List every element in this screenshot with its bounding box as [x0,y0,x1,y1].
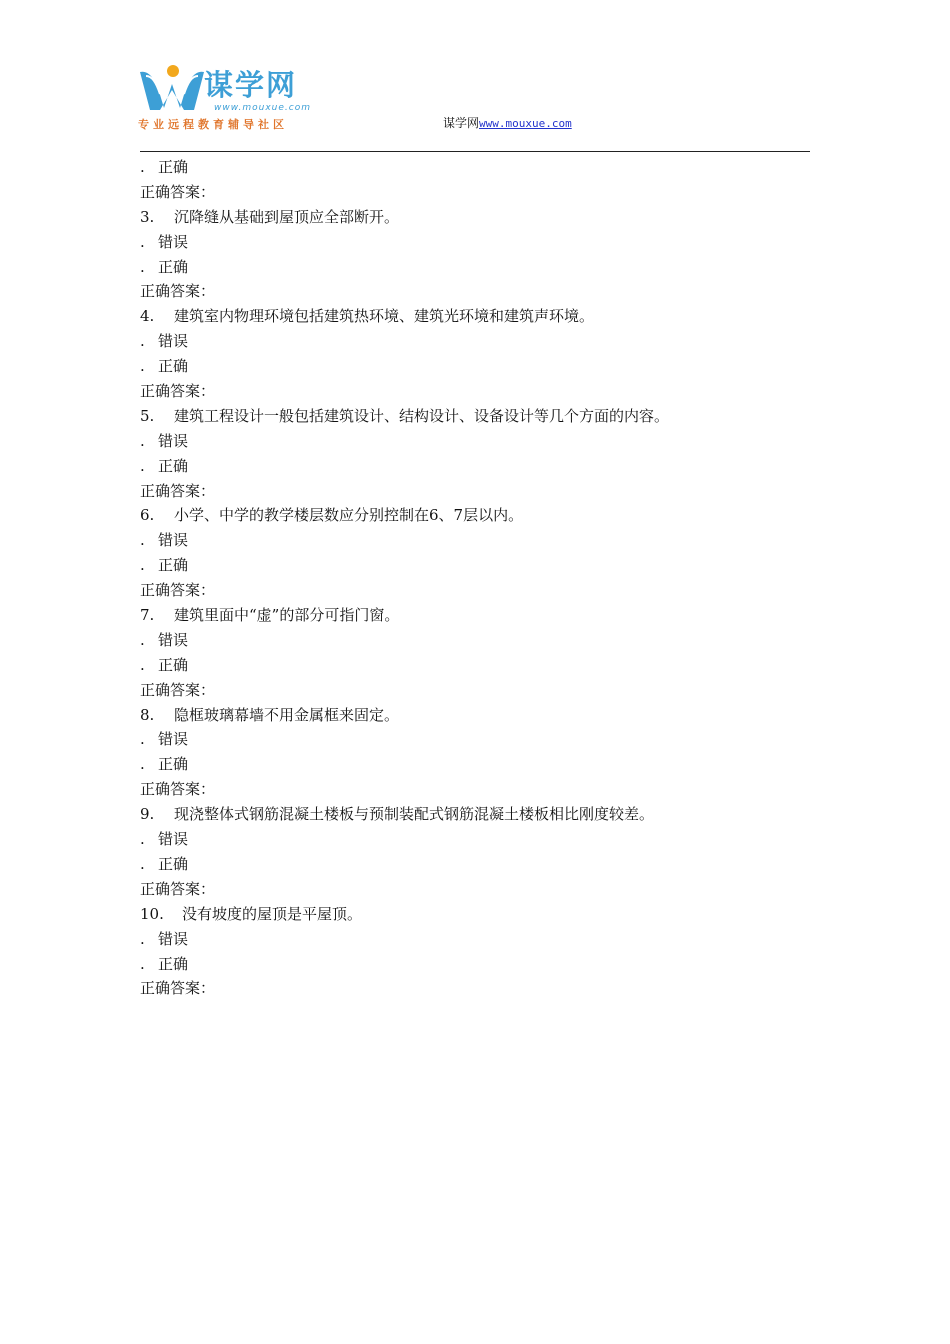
question-number: 4. [140,307,155,326]
option-marker: . [140,830,145,849]
answer-label: 正确答案： [140,979,216,998]
option-item [140,255,820,280]
question-text: 现浇整体式钢筋混凝土楼板与预制装配式钢筋混凝土楼板相比刚度较差。 [174,805,655,824]
option-label: 正确 [158,456,189,475]
option-item [140,653,820,678]
option-label: 错误 [158,431,189,450]
answer-label: 正确答案： [140,282,216,301]
logo-emblem-icon [138,64,204,114]
answer-label: 正确答案： [140,481,216,500]
answer-label: 正确答案： [140,879,216,898]
option-label: 正确 [158,854,189,873]
answer-label: 正确答案： [140,182,216,201]
option-label: 错误 [158,730,189,749]
question-number: 7. [140,606,155,625]
question-text-line [140,503,820,528]
option-label: 错误 [158,929,189,948]
option-marker: . [140,456,145,475]
option-label: 正确 [158,954,189,973]
site-name: 谋学网 [443,116,480,130]
option-label: 错误 [158,232,189,251]
option-marker: . [140,954,145,973]
option-item [140,155,820,180]
option-marker: . [140,257,145,276]
answer-label: 正确答案： [140,382,216,401]
question-text-line [140,703,820,728]
option-marker: . [140,755,145,774]
question-number: 5. [140,406,155,425]
site-info [443,116,572,131]
option-marker: . [140,332,145,351]
option-marker: . [140,655,145,674]
mouxue-logo [138,64,338,136]
option-item [140,230,820,255]
page-header [0,0,950,152]
answer-label: 正确答案： [140,680,216,699]
question-text-line [140,802,820,827]
option-marker: . [140,232,145,251]
question-text: 没有坡度的屋顶是平屋顶。 [182,904,363,923]
option-label: 正确 [158,357,189,376]
question-number: 9. [140,805,155,824]
option-label: 错误 [158,630,189,649]
option-marker: . [140,158,145,176]
question-text: 建筑室内物理环境包括建筑热环境、建筑光环境和建筑声环境。 [174,307,595,326]
option-label: 错误 [158,830,189,849]
question-number: 8. [140,705,155,724]
question-number: 6. [140,506,155,525]
option-label: 正确 [158,755,189,774]
option-item [140,628,820,653]
option-label: 错误 [158,332,189,351]
option-label: 正确 [158,556,189,575]
option-marker: . [140,531,145,550]
option-item [140,927,820,952]
option-label: 正确 [158,257,189,276]
option-item [140,528,820,553]
option-marker: . [140,854,145,873]
option-item [140,952,820,977]
site-link[interactable]: www.mouxue.com [479,117,572,130]
question-number: 3. [140,207,155,226]
option-marker: . [140,730,145,749]
option-label: 正确 [158,655,189,674]
header-divider [140,151,810,152]
option-label: 错误 [158,531,189,550]
answer-label: 正确答案： [140,581,216,600]
logo-title: 谋学网 [204,68,298,102]
question-list [140,155,820,1001]
question-text-line [140,404,820,429]
option-item [140,329,820,354]
question-text-line [140,603,820,628]
option-item [140,752,820,777]
question-text: 小学、中学的教学楼层数应分别控制在6、7层以内。 [174,506,524,525]
option-marker: . [140,431,145,450]
question-text: 建筑工程设计一般包括建筑设计、结构设计、设备设计等几个方面的内容。 [174,406,670,425]
option-item [140,354,820,379]
question-text: 隐框玻璃幕墙不用金属框来固定。 [174,705,400,724]
option-item [140,553,820,578]
question-text-line [140,205,820,230]
question-text: 建筑里面中“虚”的部分可指门窗。 [174,606,400,625]
question-text: 沉降缝从基础到屋顶应全部断开。 [174,207,400,226]
answer-label: 正确答案： [140,780,216,799]
question-text-line [140,902,820,927]
question-text-line [140,304,820,329]
option-item [140,827,820,852]
option-label: 正确 [158,158,189,176]
option-item [140,852,820,877]
logo-url: www.mouxue.com [214,103,311,113]
option-item [140,429,820,454]
question-number: 10. [140,904,164,923]
logo-slogan: 专业远程教育辅导社区 [138,118,288,131]
option-marker: . [140,929,145,948]
option-item [140,454,820,479]
option-item [140,727,820,752]
option-marker: . [140,556,145,575]
option-marker: . [140,357,145,376]
option-marker: . [140,630,145,649]
